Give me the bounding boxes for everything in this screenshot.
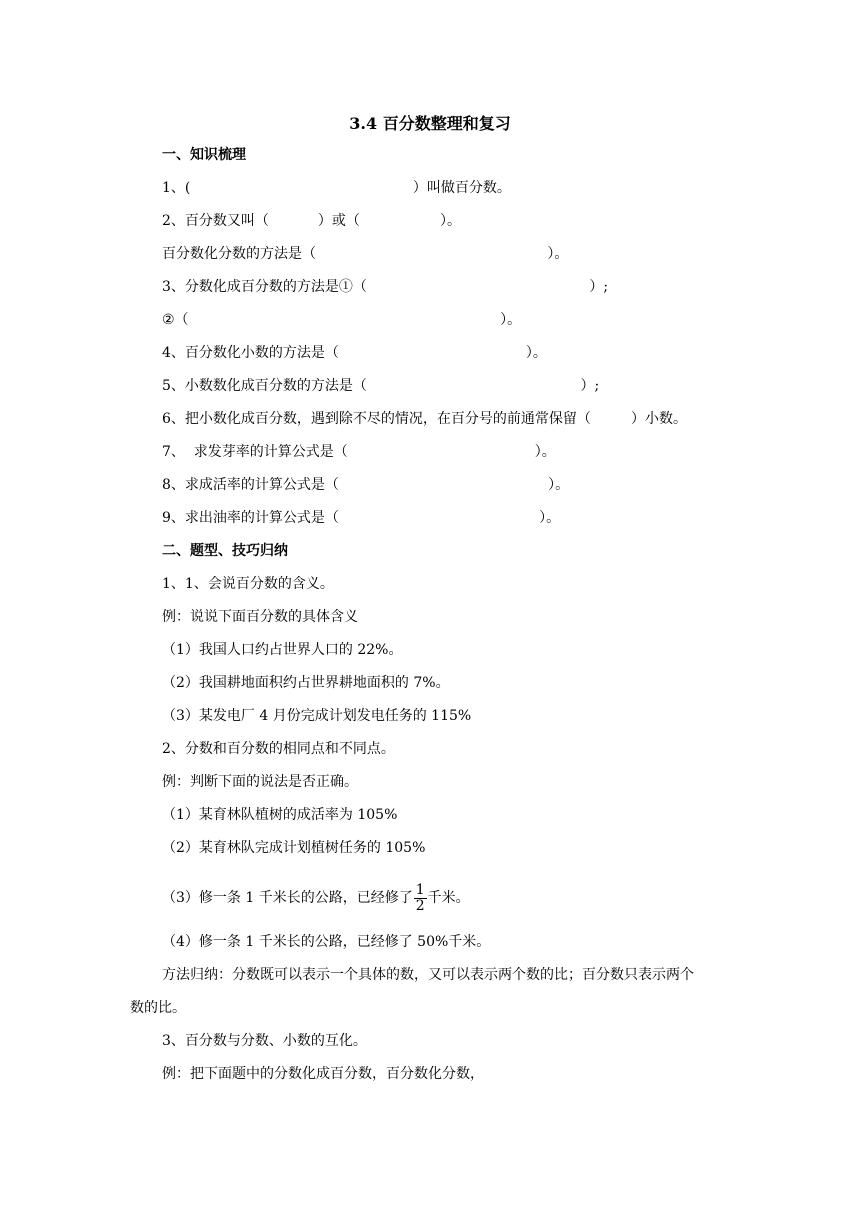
knowledge-item-9: 9、求出油率的计算公式是（ ）。 [162, 510, 561, 526]
type-line: 1、1、会说百分数的含义。 [162, 576, 334, 592]
type-line: （4）修一条 1 千米长的公路，已经修了 50%千米。 [162, 934, 491, 950]
type-line: 例：判断下面的说法是否正确。 [162, 774, 358, 790]
section-heading-types: 二、题型、技巧归纳 [162, 543, 288, 559]
knowledge-item-4: 4、百分数化小数的方法是（ ）。 [162, 345, 547, 361]
method-summary-cont: 数的比。 [130, 1000, 186, 1016]
type-line: （3）某发电厂 4 月份完成计划发电任务的 115% [162, 708, 472, 724]
knowledge-item-8: 8、求成活率的计算公式是（ ）。 [162, 477, 570, 493]
fraction-numerator: 1 [415, 881, 425, 898]
fraction-line-before: （3）修一条 1 千米长的公路，已经修了 [162, 890, 413, 906]
knowledge-item-3: 3、分数化成百分数的方法是①（ ）; [162, 279, 609, 295]
page-title: 3.4 百分数整理和复习 [349, 114, 511, 133]
fraction-one-half [414, 883, 427, 914]
type-line: 例：说说下面百分数的具体含义 [162, 609, 358, 625]
type-line: （1）我国人口约占世界人口的 22%。 [162, 642, 403, 658]
knowledge-item-1: 1、( ）叫做百分数。 [162, 180, 511, 196]
fraction-question-line [162, 881, 470, 915]
fraction-line-after: 千米。 [427, 890, 470, 906]
type-line: （2）我国耕地面积约占世界耕地面积的 7%。 [162, 675, 450, 691]
type-line: （2）某育林队完成计划植树任务的 105% [162, 840, 426, 856]
type-line: 例：把下面题中的分数化成百分数，百分数化分数， [162, 1066, 484, 1082]
type-line: 3、百分数与分数、小数的互化。 [162, 1033, 367, 1049]
method-summary: 方法归纳：分数既可以表示一个具体的数，又可以表示两个数的比；百分数只表示两个 [162, 967, 694, 983]
fraction-denominator: 2 [415, 897, 425, 914]
knowledge-item-7: 7、 求发芽率的计算公式是（ ）。 [162, 444, 556, 460]
knowledge-item-2b: 百分数化分数的方法是（ ）。 [162, 246, 569, 262]
knowledge-item-5: 5、小数数化成百分数的方法是（ ）; [162, 378, 600, 394]
section-heading-knowledge: 一、知识梳理 [162, 147, 246, 163]
type-line: 2、分数和百分数的相同点和不同点。 [162, 741, 395, 757]
knowledge-item-3b: ②（ ）。 [162, 312, 522, 328]
type-line: （1）某育林队植树的成活率为 105% [162, 807, 398, 823]
knowledge-item-2: 2、百分数又叫（ ）或（ ）。 [162, 213, 461, 229]
knowledge-item-6: 6、把小数化成百分数，遇到除不尽的情况，在百分号的前通常保留（ ）小数。 [162, 411, 687, 427]
